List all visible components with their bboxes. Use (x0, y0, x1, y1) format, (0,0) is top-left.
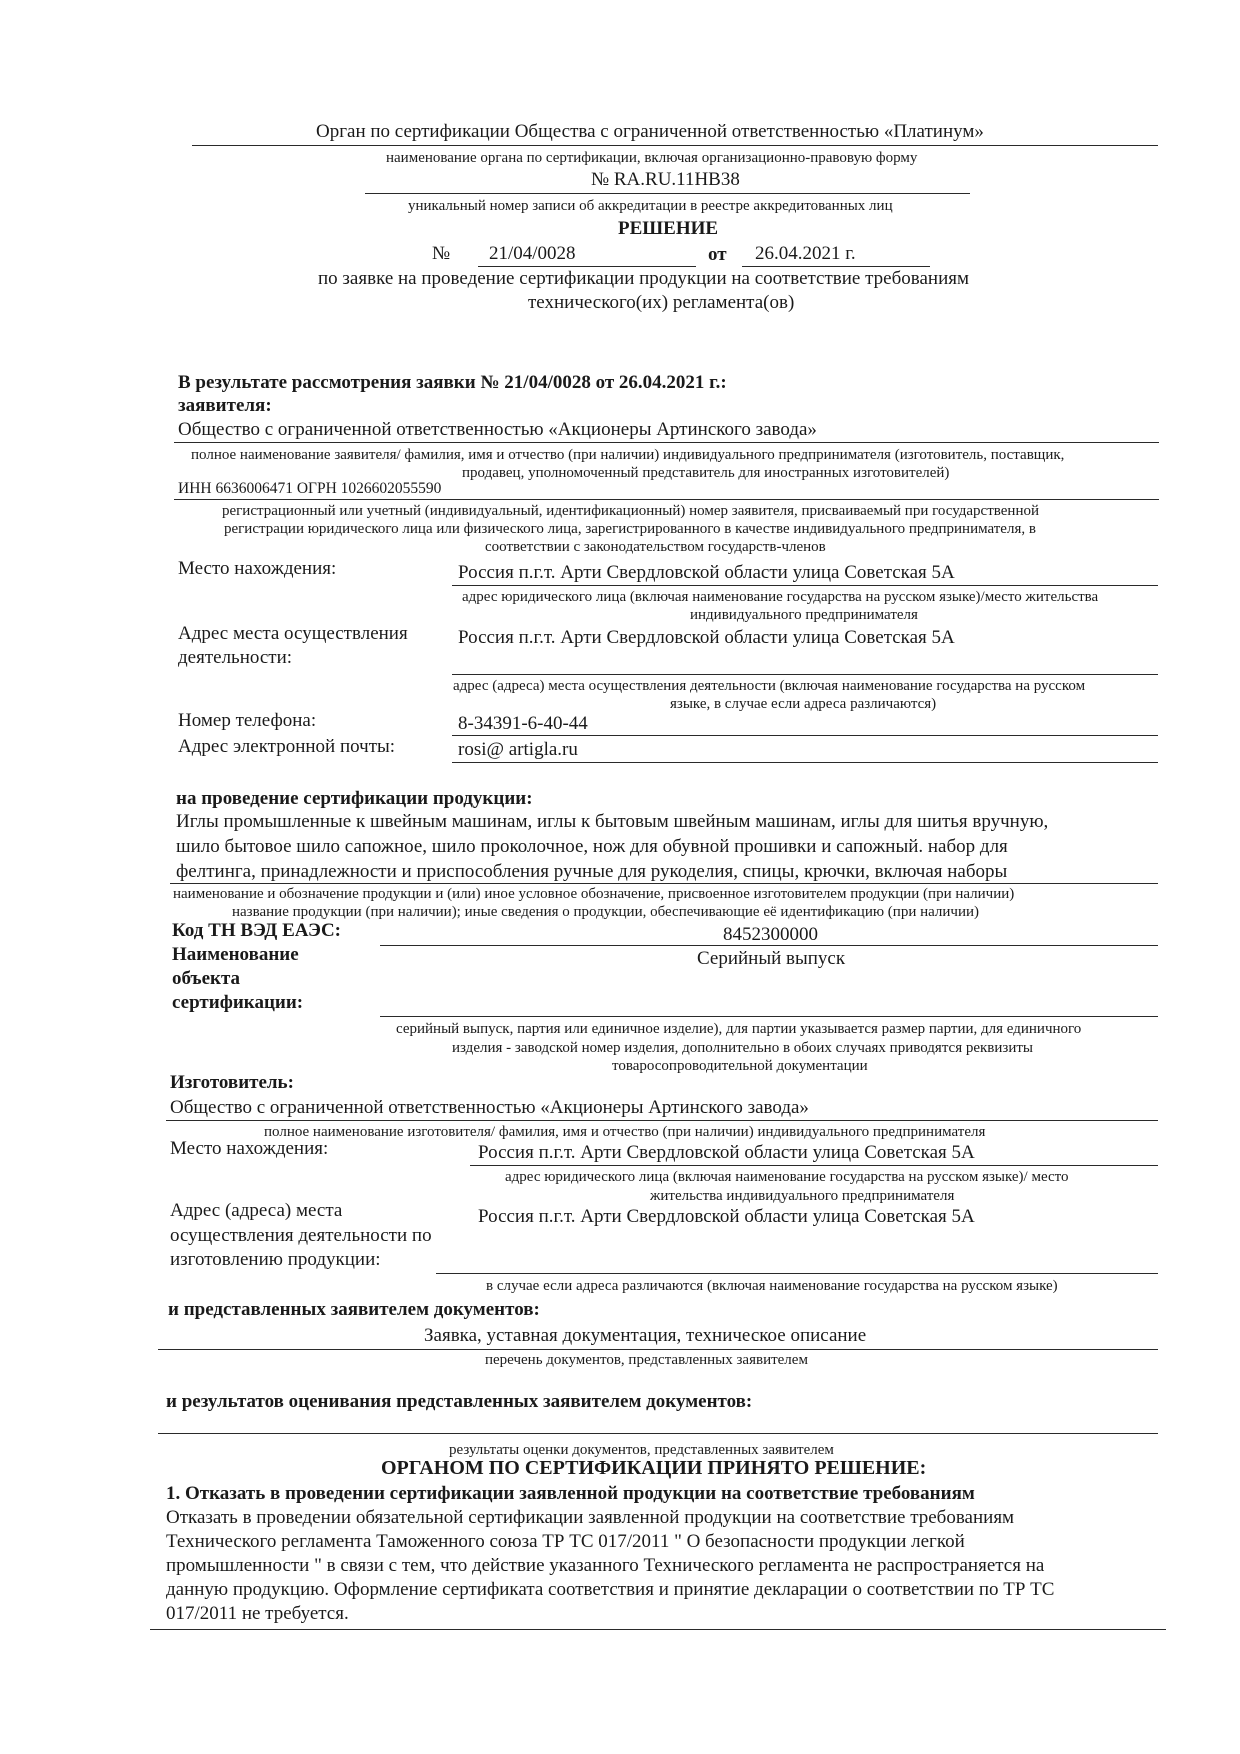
decision-underline (150, 1629, 1166, 1630)
code-underline (380, 945, 1158, 946)
product-heading: на проведение сертификации продукции: (176, 788, 533, 809)
documents-underline (158, 1349, 1158, 1350)
manufacturer-location-label: Место нахождения: (170, 1138, 329, 1159)
applicant-activity-value: Россия п.г.т. Арти Свердловской области улица Советская 5А (458, 627, 955, 648)
manufacturer-production-underline (436, 1273, 1158, 1274)
manufacturer-location-underline (470, 1165, 1158, 1166)
manufacturer-heading: Изготовитель: (170, 1072, 294, 1093)
manufacturer-location-caption: адрес юридического лица (включая наименование государства на русском языке)/ место (505, 1169, 1069, 1185)
organ-name: Орган по сертификации Общества с ограниченной ответственностью «Платинум» (316, 121, 984, 142)
organ-name-caption: наименование органа по сертификации, включая организационно-правовую форму (386, 150, 918, 166)
applicant-email-value: rosi@ artigla.ru (458, 739, 578, 760)
applicant-reg-underline (174, 499, 1159, 500)
decision-date: 26.04.2021 г. (755, 243, 856, 264)
code-label: Код ТН ВЭД ЕАЭС: (172, 920, 341, 941)
object-underline (380, 1016, 1158, 1017)
manufacturer-production-value: Россия п.г.т. Арти Свердловской области улица Советская 5А (478, 1206, 975, 1227)
decision-number: 21/04/0028 (489, 243, 576, 264)
applicant-phone-value: 8-34391-6-40-44 (458, 713, 588, 734)
evaluation-heading: и результатов оценивания представленных заявителем документов: (166, 1391, 753, 1412)
doc-title: РЕШЕНИЕ (618, 218, 719, 239)
evaluation-caption: результаты оценки документов, представленных заявителем (449, 1442, 834, 1458)
decision-text: Отказать в проведении обязательной сертификации заявленной продукции на соответствие требованиям (166, 1507, 1015, 1528)
manufacturer-location-value: Россия п.г.т. Арти Свердловской области улица Советская 5А (478, 1142, 975, 1163)
manufacturer-production-label: изготовлению продукции: (170, 1249, 381, 1270)
manufacturer-name: Общество с ограниченной ответственностью «Акционеры Артинского завода» (170, 1097, 809, 1118)
applicant-location-label: Место нахождения: (178, 558, 337, 579)
object-label: объекта (172, 968, 241, 989)
product-underline (170, 883, 1158, 884)
applicant-reg-caption: соответствии с законодательством государств-членов (485, 539, 826, 555)
applicant-intro: В результате рассмотрения заявки № 21/04/0028 от 26.04.2021 г.: (178, 372, 727, 393)
applicant-reg-caption: регистрационный или учетный (индивидуальный, идентификационный) номер заявителя, присваиваемый при государственной (222, 503, 1040, 519)
object-label: Наименование (172, 944, 299, 965)
documents-heading: и представленных заявителем документов: (168, 1299, 540, 1320)
object-caption: товаросопроводительной документации (612, 1058, 868, 1074)
manufacturer-production-label: Адрес (адреса) места (170, 1200, 343, 1221)
applicant-activity-underline (452, 674, 1158, 675)
manufacturer-name-underline (166, 1120, 1158, 1121)
decision-number-underline (478, 266, 696, 267)
applicant-activity-label: Адрес места осуществления (178, 623, 408, 644)
applicant-activity-label: деятельности: (178, 647, 293, 668)
object-label: сертификации: (172, 992, 304, 1013)
applicant-phone-underline (452, 735, 1158, 736)
manufacturer-name-caption: полное наименование изготовителя/ фамилия, имя и отчество (при наличии) индивидуального предпринимателя (264, 1124, 986, 1140)
decision-date-underline (742, 266, 930, 267)
applicant-location-caption: адрес юридического лица (включая наименование государства на русском языке)/место жительства (462, 589, 1099, 605)
product-description: Иглы промышленные к швейным машинам, иглы к бытовым швейным машинам, иглы для шитья вручную, (176, 811, 1049, 832)
accreditation-caption: уникальный номер записи об аккредитации в реестре аккредитованных лиц (408, 198, 893, 214)
applicant-location-value: Россия п.г.т. Арти Свердловской области улица Советская 5А (458, 562, 955, 583)
number-sign: № (432, 243, 451, 264)
applicant-name-caption: продавец, уполномоченный представитель для иностранных изготовителей) (462, 465, 950, 481)
accreditation-number: № RA.RU.11НВ38 (591, 169, 740, 190)
decision-text: Технического регламента Таможенного союза ТР ТС 017/2011 " О безопасности продукции легкой (166, 1531, 965, 1552)
applicant-name-caption: полное наименование заявителя/ фамилия, имя и отчество (при наличии) индивидуального предпринимателя (изготовитель, поставщик, (191, 447, 1065, 463)
applicant-email-label: Адрес электронной почты: (178, 736, 396, 757)
applicant-email-underline (452, 762, 1158, 763)
applicant-activity-caption: адрес (адреса) места осуществления деятельности (включая наименование государства на русском (453, 678, 1086, 694)
applicant-name: Общество с ограниченной ответственностью «Акционеры Артинского завода» (178, 419, 817, 440)
decision-point1: 1. Отказать в проведении сертификации заявленной продукции на соответствие требованиям (166, 1483, 975, 1504)
date-prefix: от (708, 244, 727, 265)
product-caption: наименование и обозначение продукции и (или) иное условное обозначение, присвоенное изготовителем продукции (при наличии) (173, 886, 1015, 902)
product-description: шило бытовое шило сапожное, шило проколочное, нож для обувной прошивки и сапожный. набор для (176, 836, 1008, 857)
decision-heading: ОРГАНОМ ПО СЕРТИФИКАЦИИ ПРИНЯТО РЕШЕНИЕ: (381, 1457, 927, 1479)
manufacturer-production-label: осуществления деятельности по (170, 1225, 432, 1246)
accreditation-underline (365, 193, 970, 194)
applicant-location-underline (452, 585, 1158, 586)
applicant-name-underline (174, 442, 1159, 443)
evaluation-underline (158, 1433, 1158, 1434)
manufacturer-production-caption: в случае если адреса различаются (включая наименование государства на русском языке) (486, 1278, 1058, 1294)
decision-text: данную продукцию. Оформление сертификата соответствия и принятие декларации о соответствии по ТР ТС (166, 1579, 1055, 1600)
code-value: 8452300000 (723, 924, 818, 945)
applicant-activity-caption: языке, в случае если адреса различаются) (670, 696, 937, 712)
documents-caption: перечень документов, представленных заявителем (485, 1352, 808, 1368)
subtitle-line2: технического(их) регламента(ов) (528, 292, 795, 313)
decision-text: 017/2011 не требуется. (166, 1603, 349, 1624)
documents-value: Заявка, уставная документация, техническое описание (424, 1325, 867, 1346)
subtitle-line1: по заявке на проведение сертификации продукции на соответствие требованиям (318, 268, 970, 289)
decision-text: промышленности " в связи с тем, что действие указанного Технического регламента не распространяется на (166, 1555, 1045, 1576)
applicant-location-caption: индивидуального предпринимателя (690, 607, 918, 623)
object-caption: серийный выпуск, партия или единичное изделие), для партии указывается размер партии, для единичного (396, 1021, 1082, 1037)
object-value: Серийный выпуск (697, 948, 846, 969)
manufacturer-location-caption: жительства индивидуального предпринимателя (650, 1188, 955, 1204)
applicant-label: заявителя: (178, 395, 272, 416)
applicant-reg-caption: регистрации юридического лица или физического лица, зарегистрированного в качестве индивидуального предпринимателя, в (224, 521, 1036, 537)
applicant-phone-label: Номер телефона: (178, 710, 317, 731)
product-description: фелтинга, принадлежности и приспособления ручные для рукоделия, спицы, крючки, включая наборы (176, 861, 1008, 882)
object-caption: изделия - заводской номер изделия, дополнительно в обоих случаях приводятся реквизиты (452, 1040, 1034, 1056)
product-caption: название продукции (при наличии); иные сведения о продукции, обеспечивающие её идентификацию (при наличии) (232, 904, 980, 920)
organ-name-underline (192, 145, 1158, 146)
applicant-reg-ids: ИНН 6636006471 ОГРН 1026602055590 (178, 480, 442, 497)
